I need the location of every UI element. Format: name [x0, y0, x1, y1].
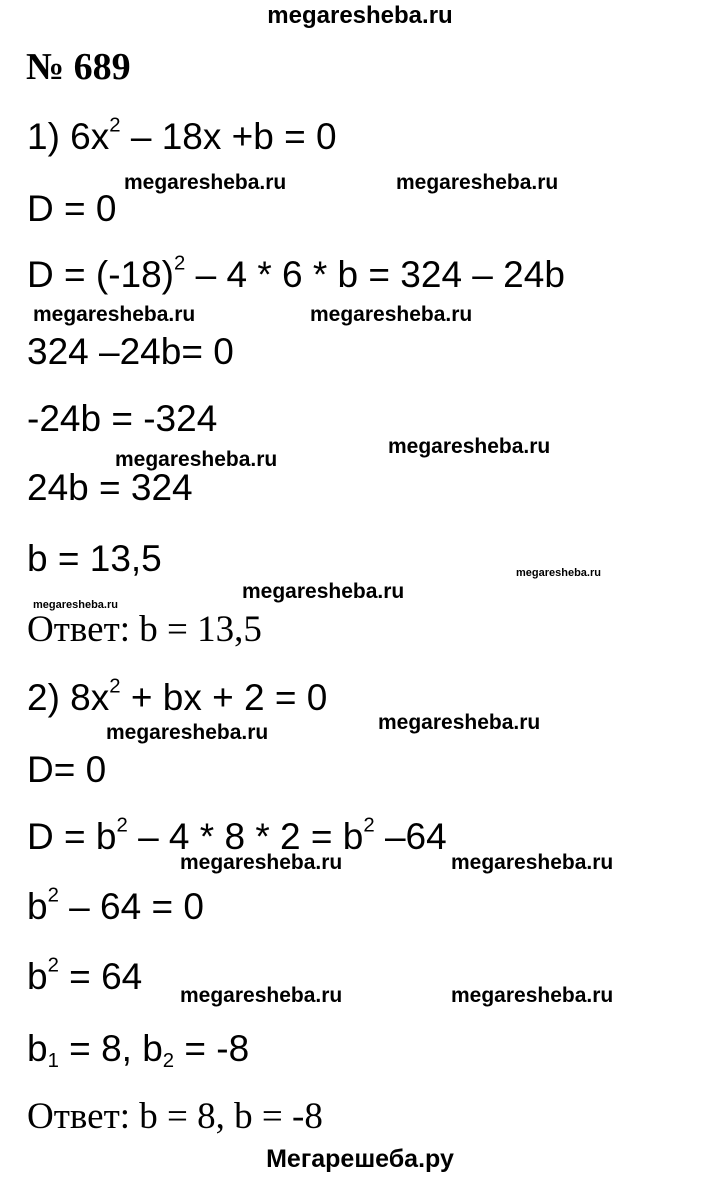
watermark: megaresheba.ru — [516, 567, 601, 579]
watermark: megaresheba.ru — [124, 171, 287, 194]
watermark: megaresheba.ru — [378, 711, 541, 734]
watermark: megaresheba.ru — [33, 303, 196, 326]
problem-number: № 689 — [26, 46, 131, 88]
part1-equation: 1) $6x^2 - 18x +b = 0$ — [27, 114, 337, 157]
part2-step1: $b^2 - 64 = 0$ — [27, 884, 204, 927]
watermark: megaresheba.ru — [242, 580, 405, 603]
watermark: megaresheba.ru — [115, 448, 278, 471]
part1-step2: -24b = -324 — [27, 398, 218, 439]
watermark: megaresheba.ru — [396, 171, 559, 194]
watermark: megaresheba.ru — [451, 984, 614, 1007]
watermark: megaresheba.ru — [451, 851, 614, 874]
part2-step2: $b^2 = 64$ — [27, 954, 143, 997]
watermark: megaresheba.ru — [310, 303, 473, 326]
part2-equation: 2) $8x^2$ + bx + 2 = 0 — [27, 675, 328, 718]
site-footer: Мегарешеба.ру — [266, 1145, 454, 1173]
watermark: megaresheba.ru — [180, 984, 343, 1007]
part1-discriminant-zero: D = 0 — [27, 188, 117, 229]
part1-step3: 24b = 324 — [27, 467, 193, 508]
part1-discriminant-formula: $D = (-18)^2 - 4 * 6 * b = 324 - 24b$ — [27, 252, 565, 295]
watermark: megaresheba.ru — [106, 721, 269, 744]
part2-answer: Ответ: b = 8, b = -8 — [27, 1096, 323, 1137]
part2-discriminant-formula: $D = b^2 - 4 * 8 * 2 = b^2$ –64 — [27, 814, 447, 857]
part1-answer: Ответ: b = 13,5 — [27, 609, 262, 650]
part2-discriminant-zero: D= 0 — [27, 749, 107, 790]
watermark: megaresheba.ru — [180, 851, 343, 874]
watermark: megaresheba.ru — [388, 435, 551, 458]
watermark: megaresheba.ru — [33, 599, 118, 611]
part1-step1: 324 –24b= 0 — [27, 331, 234, 372]
part2-roots: $b_1 = 8$, $b_2 = -8$ — [27, 1028, 250, 1073]
part1-step4: b = 13,5 — [27, 538, 162, 579]
site-header: megaresheba.ru — [267, 2, 453, 29]
